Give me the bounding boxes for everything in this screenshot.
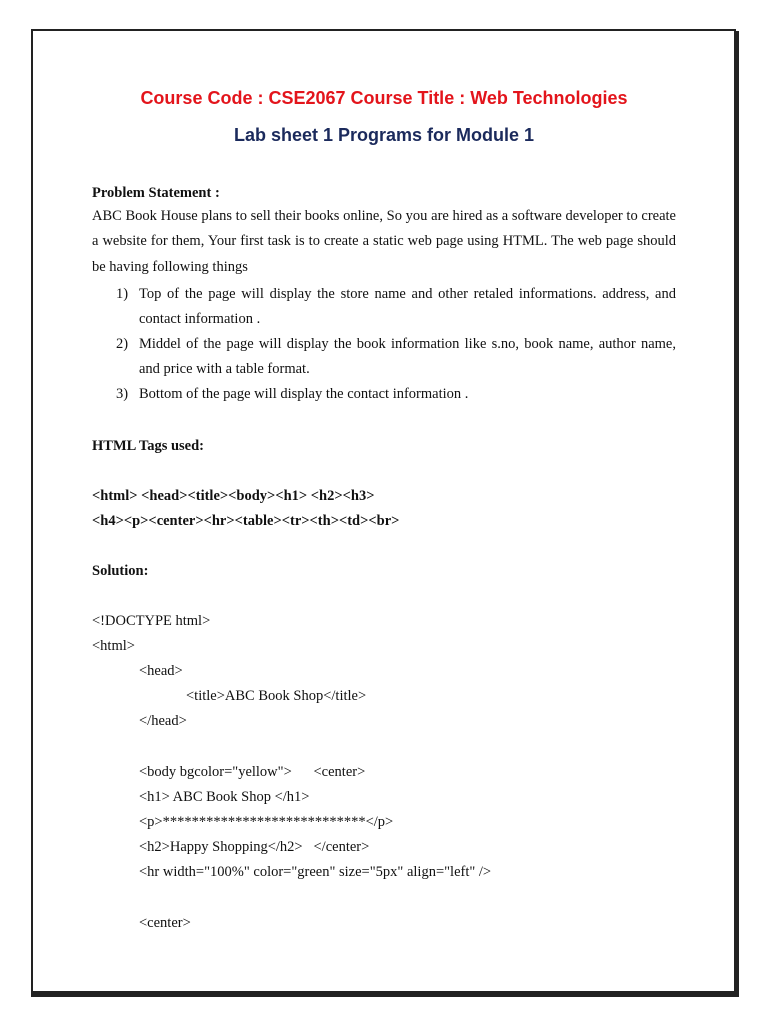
code-line: <head>: [139, 663, 183, 679]
list-item-number: 1): [116, 286, 129, 302]
list-item-number: 2): [116, 336, 129, 352]
course-title: Course Code : CSE2067 Course Title : Web Technologies: [140, 88, 628, 108]
tags-line: <h4><p><center><hr><table><tr><th><td><br>: [92, 513, 400, 529]
code-line: <hr width="100%" color="green" size="5px" align="left" />: [139, 864, 492, 880]
problem-heading: Problem Statement :: [92, 185, 220, 201]
code-line: <h1> ABC Book Shop </h1>: [139, 789, 310, 805]
code-line: <p>****************************</p>: [139, 814, 394, 830]
code-line: <body bgcolor="yellow"> <center>: [139, 764, 366, 780]
list-item: Bottom of the page will display the contact information .: [139, 386, 469, 402]
code-line: <!DOCTYPE html>: [92, 613, 211, 629]
tags-heading: HTML Tags used:: [92, 438, 205, 454]
problem-text: ABC Book House plans to sell their books online, So you are hired as a software developer to create a website for them, Your first task is to create a static web page using HTML. The web page should be having following things: [92, 208, 676, 275]
code-line: <h2>Happy Shopping</h2> </center>: [139, 839, 370, 855]
tags-line: <html> <head><title><body><h1> <h2><h3>: [92, 488, 375, 504]
code-line: <center>: [139, 915, 191, 931]
code-line: <html>: [92, 638, 135, 654]
page-border: [31, 29, 736, 993]
list-item: Top of the page will display the store name and other retaled informations. address, and contact information .: [139, 286, 676, 327]
page-border-right: [736, 31, 739, 997]
page-border-bottom: [31, 993, 736, 997]
lab-sheet-title: Lab sheet 1 Programs for Module 1: [233, 125, 535, 145]
list-item-number: 3): [116, 386, 129, 402]
code-line: <title>ABC Book Shop</title>: [186, 688, 367, 704]
code-line: </head>: [139, 713, 187, 729]
list-item: Middel of the page will display the book information like s.no, book name, author name, and price with a table format.: [139, 336, 676, 377]
solution-heading: Solution:: [92, 563, 149, 579]
